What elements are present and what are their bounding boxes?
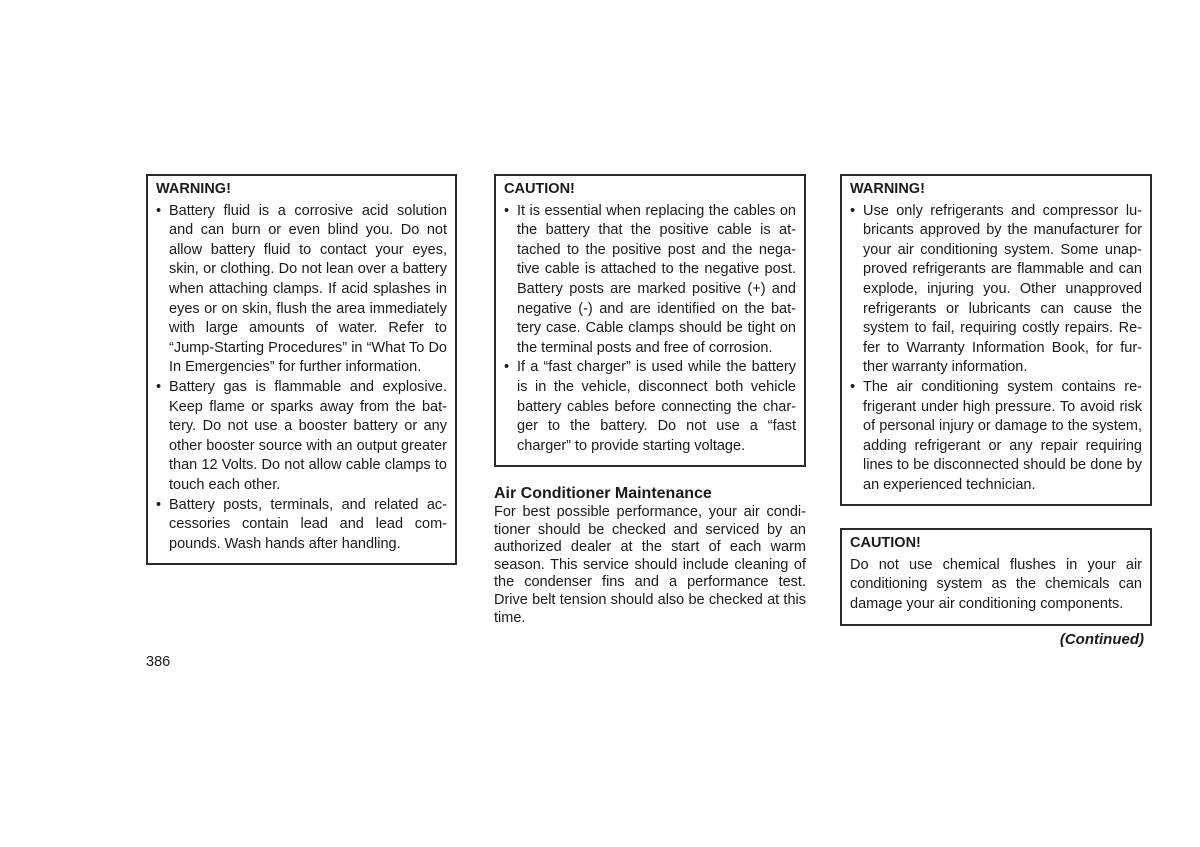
caution-text: Do not use chemical flushes in your air conditioning system as the chemicals can damage your air conditioning components. <box>850 556 1142 612</box>
caution-title: CAUTION! <box>850 535 921 551</box>
caution-title: CAUTION! <box>504 181 575 197</box>
continued-label: (Continued) <box>1059 631 1144 648</box>
section-heading: Air Conditioner Maintenance <box>494 485 712 502</box>
warning-item: • Battery posts, terminals, and related accessories contain lead and lead compounds. Wash hands after handling. <box>156 496 447 555</box>
caution-box-cables <box>494 174 806 467</box>
warning-item: • Use only refrigerants and compressor lubricants approved by the manufacturer for your air conditioning system. Some unapproved refrigerants are flammable and can explode, injuring you. Other unapproved refrigerants or lubricants can cause the system to fail, requiring costly repairs. Refer to Warranty Information Book, for further warranty information. <box>850 202 1142 378</box>
warning-item: • Battery gas is flammable and explosive. Keep flame or sparks away from the battery. Do not use a booster battery or any other booster source with an output greater than 12 Volts. Do not allow cable clamps to touch each other. <box>156 378 447 496</box>
warning-list <box>156 202 447 555</box>
caution-item: • It is essential when replacing the cables on the battery that the positive cable is attached to the positive post and the negative cable is attached to the negative post. Battery posts are marked positive (+) and negative (-) and are identified on the battery case. Cable clamps should be tight on the terminal posts and free of corrosion. <box>504 202 796 359</box>
section-body: For best possible performance, your air conditioner should be checked and serviced by an authorized dealer at the start of each warm season. This service should include cleaning of the condenser fins and a performance test. Drive belt tension should also be checked at this time. <box>494 504 806 626</box>
caution-list <box>504 202 796 457</box>
page-number: 386 <box>146 654 171 670</box>
warning-item: • The air conditioning system contains refrigerant under high pressure. To avoid risk of personal injury or damage to the system, adding refrigerant or any repair requiring lines to be disconnected should be done by an experienced technician. <box>850 378 1142 496</box>
warning-item: • Battery fluid is a corrosive acid solution and can burn or even blind you. Do not allow battery fluid to contact your eyes, skin, or clothing. Do not lean over a battery when attaching clamps. If acid splashes in eyes or on skin, flush the area immediately with large amounts of water. Refer to “Jump-Starting Procedures” in “What To Do In Emergencies” for further information. <box>156 202 447 378</box>
warning-title: WARNING! <box>850 181 925 197</box>
warning-box-battery <box>146 174 457 565</box>
warning-list <box>850 202 1142 496</box>
warning-box-refrigerant <box>840 174 1152 506</box>
warning-title: WARNING! <box>156 181 231 197</box>
caution-box-flushes <box>840 528 1152 626</box>
caution-item: • If a “fast charger” is used while the battery is in the vehicle, disconnect both vehicle battery cables before connecting the charger to the battery. Do not use a “fast charger” to provide starting voltage. <box>504 358 796 456</box>
